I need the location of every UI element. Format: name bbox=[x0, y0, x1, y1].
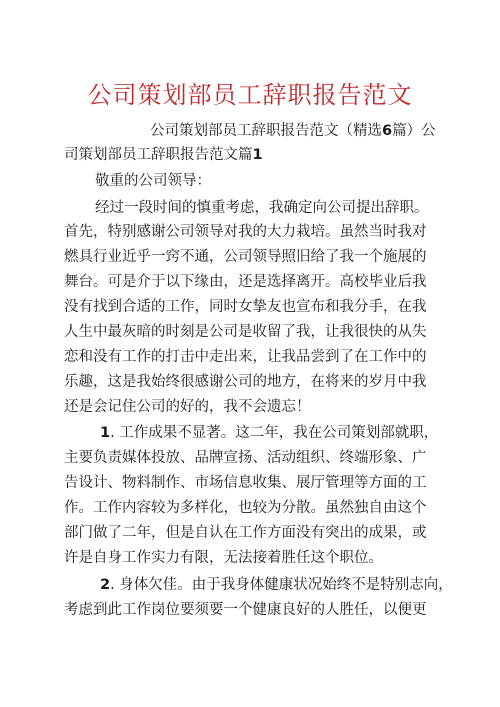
paragraph-1-line: 人生中最灰暗的时刻是公司是收留了我，让我很快的从失 bbox=[64, 324, 427, 340]
salutation: 敬重的公司领导： bbox=[95, 173, 211, 189]
item-1-line: 告设计、物料制作、市场信息收集、展厅管理等方面的工 bbox=[64, 475, 427, 491]
subtitle-line-1: 公司策划部员工辞职报告范文（精选6篇）公 bbox=[150, 123, 436, 139]
paragraph-1-line: 乐趣，这是我始终很感谢公司的地方，在将来的岁月中我 bbox=[64, 374, 427, 390]
item-1-number: 1 bbox=[100, 425, 111, 441]
document-title: 公司策划部员工辞职报告范文 bbox=[87, 81, 413, 109]
item-1-line: 部门做了二年，但是自认在工作方面没有突出的成果，或 bbox=[64, 525, 427, 541]
item-1-line: 许是自身工作实力有限，无法接着胜任这个职位。 bbox=[64, 550, 383, 566]
paragraph-1-line: 恋和没有工作的打击中走出来，让我品尝到了在工作中的 bbox=[64, 349, 427, 365]
paragraph-1-line: 还是会记住公司的好的，我不会遗忘！ bbox=[64, 399, 311, 415]
item-2-number: 2 bbox=[100, 577, 111, 593]
paragraph-1-line: 没有找到合适的工作，同时女挚友也宣布和我分手，在我 bbox=[64, 299, 427, 315]
paragraph-1-line: 经过一段时间的慎重考虑，我确定向公司提出辞职。 bbox=[95, 200, 429, 216]
item-2-line: 2. 身体欠佳。由于我身体健康状况始终不是特别志向， bbox=[100, 577, 453, 593]
paragraph-1-line: 首先，特别感谢公司领导对我的大力栽培。虽然当时我对 bbox=[64, 224, 427, 240]
paragraph-1-line: 燃具行业近乎一窍不通，公司领导照旧给了我一个施展的 bbox=[64, 249, 427, 265]
item-1-line: 作。工作内容较为多样化，也较为分散。虽然独自由这个 bbox=[64, 500, 427, 516]
item-2-line: 考虑到此工作岗位要须要一个健康良好的人胜任，以便更 bbox=[64, 602, 427, 618]
subtitle-line-2: 司策划部员工辞职报告范文篇1 bbox=[64, 147, 263, 163]
paragraph-1-line: 舞台。可是介于以下缘由，还是选择离开。高校毕业后我 bbox=[64, 274, 427, 290]
item-1-line: 1. 工作成果不显著。这二年，我在公司策划部就职， bbox=[100, 425, 439, 441]
item-1-line: 主要负责媒体投放、品牌宣扬、活动组织、终端形象、广 bbox=[64, 450, 427, 466]
